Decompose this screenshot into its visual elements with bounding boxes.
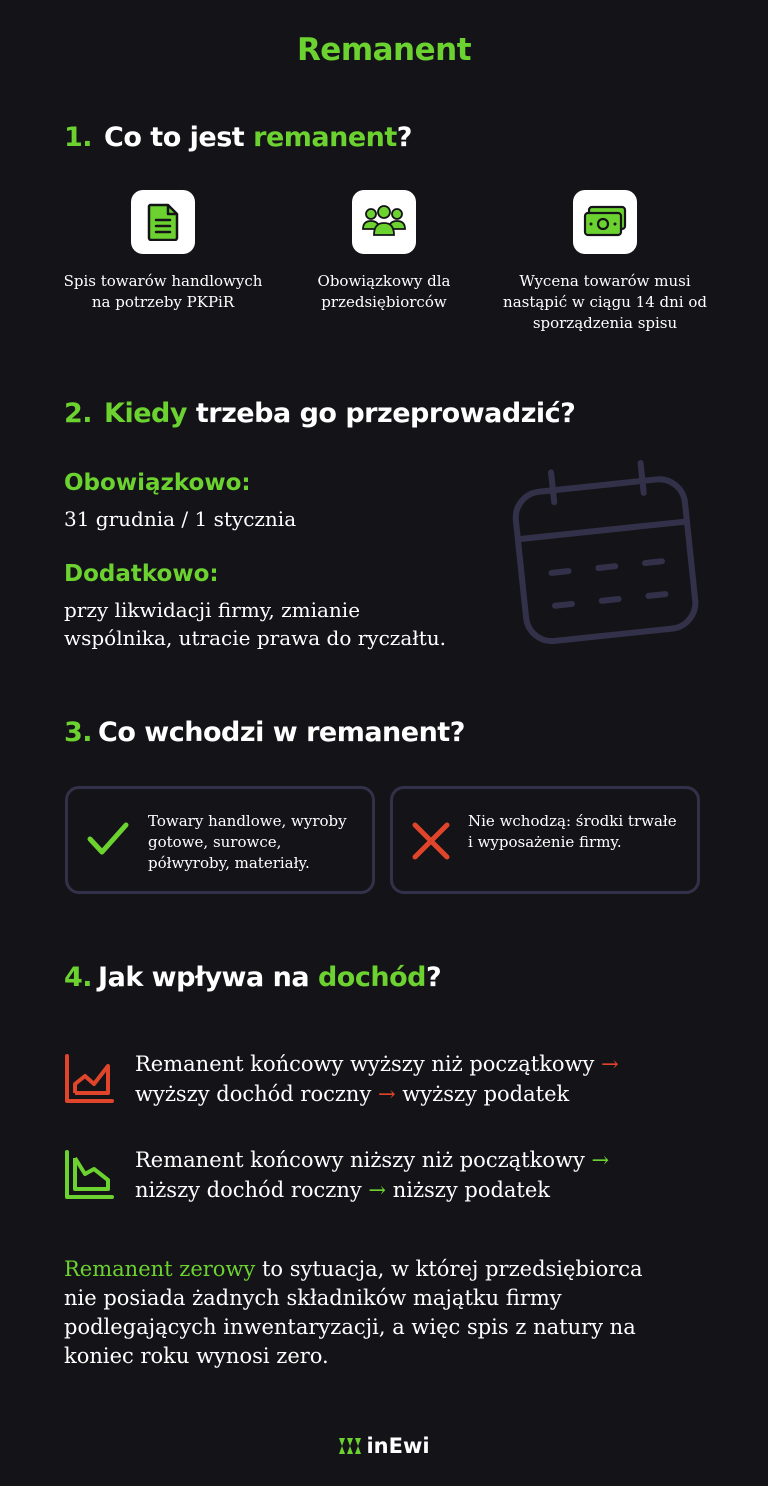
arrow-right-icon: → <box>591 1148 610 1172</box>
section2-heading <box>64 398 575 429</box>
brand-logo <box>0 1434 768 1458</box>
section1-heading-text: Co to jest <box>104 122 254 153</box>
section2-heading-highlight: Kiedy <box>104 398 187 429</box>
arrow-right-icon: → <box>378 1082 396 1106</box>
section4-number: 4. <box>64 962 93 993</box>
effect-lower <box>135 1145 609 1205</box>
effect-higher-income: wyższy dochód roczny <box>135 1082 372 1106</box>
section1-heading-end: ? <box>396 122 412 153</box>
people-group-icon <box>352 190 416 254</box>
logo-mark-icon <box>338 1436 362 1456</box>
arrow-right-icon: → <box>368 1178 387 1202</box>
additional-label: Dodatkowo: <box>64 561 219 587</box>
effect-higher <box>135 1049 619 1109</box>
effect-lower-income: niższy dochód roczny <box>135 1178 362 1202</box>
section3-number: 3. <box>64 717 93 748</box>
section4-heading <box>64 962 441 993</box>
feature-text-2: Obowiązkowy dla przedsiębiorców <box>317 272 451 311</box>
mandatory-text: 31 grudnia / 1 stycznia <box>64 507 297 531</box>
additional-text-line1: przy likwidacji firmy, zmianie <box>64 598 361 622</box>
money-bill-icon <box>573 190 637 254</box>
section3-heading <box>64 717 465 748</box>
effect-lower-line1: Remanent końcowy niższy niż początkowy <box>135 1148 585 1172</box>
mandatory-label: Obowiązkowo: <box>64 470 251 496</box>
chart-up-icon <box>64 1054 114 1104</box>
effect-higher-line1: Remanent końcowy wyższy niż początkowy <box>135 1052 595 1076</box>
section3-heading-text: Co wchodzi w remanent? <box>98 717 465 748</box>
section4-heading-text: Jak wpływa na <box>98 962 318 993</box>
section1-heading-highlight: remanent <box>253 122 397 153</box>
arrow-right-icon: → <box>601 1052 619 1076</box>
section1-number: 1. <box>64 122 93 153</box>
cross-icon <box>411 821 451 861</box>
section2-heading-text: trzeba go przeprowadzić? <box>186 398 576 429</box>
included-text: Towary handlowe, wyroby gotowe, surowce, półwyroby, materiały. <box>148 812 347 872</box>
effect-lower-tax: niższy podatek <box>392 1178 551 1202</box>
feature-text-3: Wycena towarów musi nastąpić w ciągu 14 dni od sporządzenia spisu <box>503 272 707 332</box>
section4-heading-highlight: dochód <box>317 962 426 993</box>
additional-text-line2: wspólnika, utracie prawa do ryczałtu. <box>64 626 447 650</box>
zero-line2: nie posiada żadnych składników majątku firmy <box>64 1286 562 1310</box>
additional-text <box>64 596 446 652</box>
zero-inventory-term: Remanent zerowy <box>64 1257 256 1281</box>
section2-number: 2. <box>64 398 93 429</box>
zero-line3: podlegających inwentaryzacji, a więc spis z natury na <box>64 1315 636 1339</box>
zero-inventory-paragraph <box>64 1255 643 1371</box>
page-title: Remanent <box>296 32 472 68</box>
included-box <box>65 786 375 894</box>
logo-text: inEwi <box>366 1434 430 1458</box>
zero-line1: to sytuacja, w której przedsiębiorca <box>255 1257 643 1281</box>
calendar-icon <box>505 455 710 655</box>
document-icon <box>131 190 195 254</box>
effect-higher-tax: wyższy podatek <box>402 1082 570 1106</box>
section4-heading-end: ? <box>425 962 442 993</box>
excluded-text: Nie wchodzą: środki trwałe i wyposażenie firmy. <box>468 812 677 851</box>
feature-text-1: Spis towarów handlowych na potrzeby PKPiR <box>63 272 263 311</box>
excluded-box <box>390 786 700 894</box>
checkmark-icon <box>86 821 130 857</box>
chart-down-icon <box>64 1150 114 1200</box>
section1-heading <box>64 122 412 153</box>
zero-line4: koniec roku wynosi zero. <box>64 1344 329 1368</box>
